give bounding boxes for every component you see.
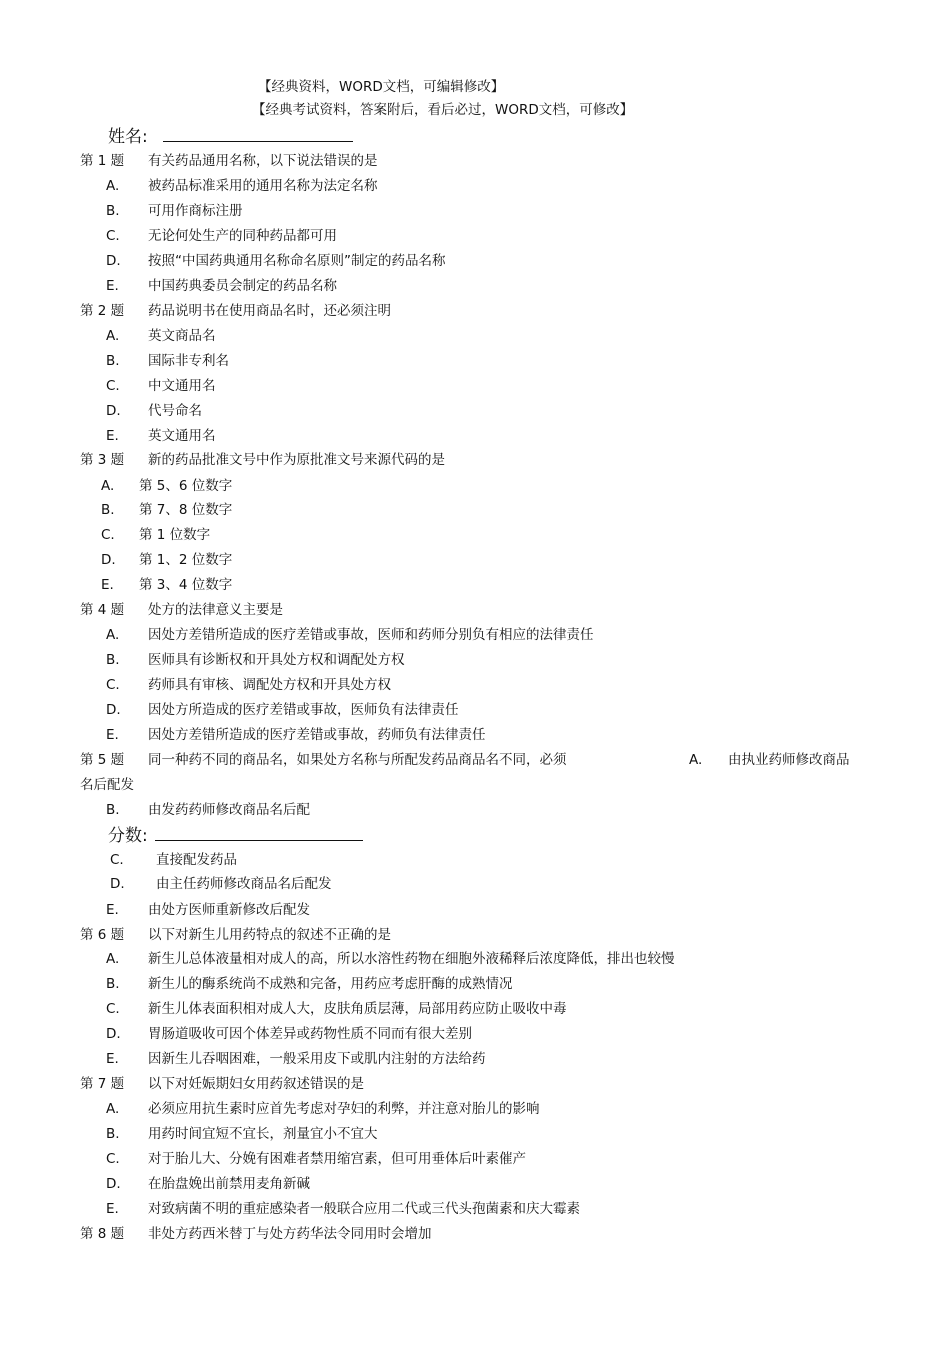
- q2-option-b-text: 国际非专利名: [148, 353, 229, 369]
- q3-option-a-text: 第 5、6 位数字: [139, 478, 233, 494]
- q1-option-d-letter: D.: [106, 253, 121, 269]
- q1-option-b-letter: B.: [106, 203, 120, 219]
- score-blank-line: [155, 826, 363, 841]
- q1-option-b-text: 可用作商标注册: [148, 203, 243, 219]
- q5-option-c-letter: C.: [110, 852, 124, 868]
- q6-option-a-letter: A.: [106, 951, 120, 967]
- q7-option-b-text: 用药时间宜短不宜长，剂量宜小不宜大: [148, 1126, 378, 1142]
- score-field: [108, 825, 363, 847]
- name-blank-line: [163, 127, 353, 142]
- header-line-2: 【经典考试资料，答案附后，看后必过，WORD文档，可修改】: [252, 102, 634, 118]
- question-5-stem: 同一种药不同的商品名，如果处方名称与所配发药品商品名不同，必须: [148, 752, 567, 768]
- q2-option-c-letter: C.: [106, 378, 120, 394]
- q7-option-e-text: 对致病菌不明的重症感染者一般联合应用二代或三代头孢菌素和庆大霉素: [148, 1201, 580, 1217]
- question-8-stem: 非处方药西米替丁与处方药华法令同用时会增加: [148, 1226, 432, 1242]
- q6-option-a-text: 新生儿总体液量相对成人的高，所以水溶性药物在细胞外液稀释后浓度降低，排出也较慢: [148, 951, 675, 967]
- q7-option-d-text: 在胎盘娩出前禁用麦角新碱: [148, 1176, 310, 1192]
- q2-option-c-text: 中文通用名: [148, 378, 216, 394]
- q7-option-c-text: 对于胎儿大、分娩有困难者禁用缩宫素，但可用垂体后叶素催产: [148, 1151, 526, 1167]
- q2-option-a-letter: A.: [106, 328, 120, 344]
- q1-option-a-letter: A.: [106, 178, 120, 194]
- q3-option-e-text: 第 3、4 位数字: [139, 577, 233, 593]
- question-8-number: 第 8 题: [80, 1226, 125, 1242]
- q7-option-e-letter: E.: [106, 1201, 119, 1217]
- q6-option-b-letter: B.: [106, 976, 120, 992]
- q5-option-a-wrap: 名后配发: [80, 777, 134, 793]
- q4-option-a-text: 因处方差错所造成的医疗差错或事故，医师和药师分别负有相应的法律责任: [148, 627, 594, 643]
- question-7-number: 第 7 题: [80, 1076, 125, 1092]
- q5-option-b-text: 由发药药师修改商品名后配: [148, 802, 310, 818]
- q6-option-e-letter: E.: [106, 1051, 119, 1067]
- q7-option-c-letter: C.: [106, 1151, 120, 1167]
- question-2-number: 第 2 题: [80, 303, 125, 319]
- question-3-number: 第 3 题: [80, 452, 125, 468]
- q3-option-e-letter: E.: [101, 577, 114, 593]
- q2-option-a-text: 英文商品名: [148, 328, 216, 344]
- q7-option-a-text: 必须应用抗生素时应首先考虑对孕妇的利弊，并注意对胎儿的影响: [148, 1101, 540, 1117]
- q3-option-b-letter: B.: [101, 502, 115, 518]
- question-5-number: 第 5 题: [80, 752, 125, 768]
- q4-option-d-letter: D.: [106, 702, 121, 718]
- q5-option-a-letter: A.: [689, 752, 703, 768]
- q7-option-d-letter: D.: [106, 1176, 121, 1192]
- question-6-number: 第 6 题: [80, 927, 125, 943]
- q4-option-c-text: 药师具有审核、调配处方权和开具处方权: [148, 677, 391, 693]
- question-7-stem: 以下对妊娠期妇女用药叙述错误的是: [148, 1076, 364, 1092]
- question-4-number: 第 4 题: [80, 602, 125, 618]
- q3-option-a-letter: A.: [101, 478, 115, 494]
- q4-option-b-text: 医师具有诊断权和开具处方权和调配处方权: [148, 652, 405, 668]
- q4-option-e-text: 因处方差错所造成的医疗差错或事故，药师负有法律责任: [148, 727, 486, 743]
- q7-option-a-letter: A.: [106, 1101, 120, 1117]
- q5-option-e-letter: E.: [106, 902, 119, 918]
- q6-option-c-letter: C.: [106, 1001, 120, 1017]
- question-3-stem: 新的药品批准文号中作为原批准文号来源代码的是: [148, 452, 445, 468]
- header-line-1: 【经典资料，WORD文档，可编辑修改】: [258, 79, 505, 95]
- q7-option-b-letter: B.: [106, 1126, 120, 1142]
- q6-option-d-letter: D.: [106, 1026, 121, 1042]
- name-field: [108, 126, 353, 148]
- q5-option-b-letter: B.: [106, 802, 120, 818]
- q2-option-e-text: 英文通用名: [148, 428, 216, 444]
- q1-option-c-text: 无论何处生产的同种药品都可用: [148, 228, 337, 244]
- score-label: 分数:: [108, 826, 148, 846]
- question-4-stem: 处方的法律意义主要是: [148, 602, 283, 618]
- q3-option-b-text: 第 7、8 位数字: [139, 502, 233, 518]
- q5-option-d-letter: D.: [110, 876, 125, 892]
- q6-option-d-text: 胃肠道吸收可因个体差异或药物性质不同而有很大差别: [148, 1026, 472, 1042]
- q4-option-e-letter: E.: [106, 727, 119, 743]
- q2-option-d-text: 代号命名: [148, 403, 202, 419]
- q4-option-b-letter: B.: [106, 652, 120, 668]
- q6-option-b-text: 新生儿的酶系统尚不成熟和完备，用药应考虑肝酶的成熟情况: [148, 976, 513, 992]
- q3-option-d-letter: D.: [101, 552, 116, 568]
- question-1-stem: 有关药品通用名称，以下说法错误的是: [148, 153, 378, 169]
- q2-option-d-letter: D.: [106, 403, 121, 419]
- q2-option-e-letter: E.: [106, 428, 119, 444]
- q4-option-c-letter: C.: [106, 677, 120, 693]
- question-6-stem: 以下对新生儿用药特点的叙述不正确的是: [148, 927, 391, 943]
- q1-option-e-text: 中国药典委员会制定的药品名称: [148, 278, 337, 294]
- q3-option-c-text: 第 1 位数字: [139, 527, 211, 543]
- q3-option-d-text: 第 1、2 位数字: [139, 552, 233, 568]
- question-2-stem: 药品说明书在使用商品名时，还必须注明: [148, 303, 391, 319]
- q2-option-b-letter: B.: [106, 353, 120, 369]
- q5-option-c-text: 直接配发药品: [156, 852, 237, 868]
- q6-option-c-text: 新生儿体表面积相对成人大，皮肤角质层薄，局部用药应防止吸收中毒: [148, 1001, 567, 1017]
- name-label: 姓名:: [108, 127, 148, 147]
- q1-option-a-text: 被药品标准采用的通用名称为法定名称: [148, 178, 378, 194]
- q3-option-c-letter: C.: [101, 527, 115, 543]
- q5-option-d-text: 由主任药师修改商品名后配发: [156, 876, 332, 892]
- q1-option-e-letter: E.: [106, 278, 119, 294]
- q4-option-d-text: 因处方所造成的医疗差错或事故，医师负有法律责任: [148, 702, 459, 718]
- q4-option-a-letter: A.: [106, 627, 120, 643]
- question-1-number: 第 1 题: [80, 153, 125, 169]
- q5-option-a-text: 由执业药师修改商品: [728, 752, 850, 768]
- q6-option-e-text: 因新生儿吞咽困难，一般采用皮下或肌内注射的方法给药: [148, 1051, 486, 1067]
- q1-option-d-text: 按照“中国药典通用名称命名原则”制定的药品名称: [148, 253, 446, 269]
- q5-option-e-text: 由处方医师重新修改后配发: [148, 902, 310, 918]
- q1-option-c-letter: C.: [106, 228, 120, 244]
